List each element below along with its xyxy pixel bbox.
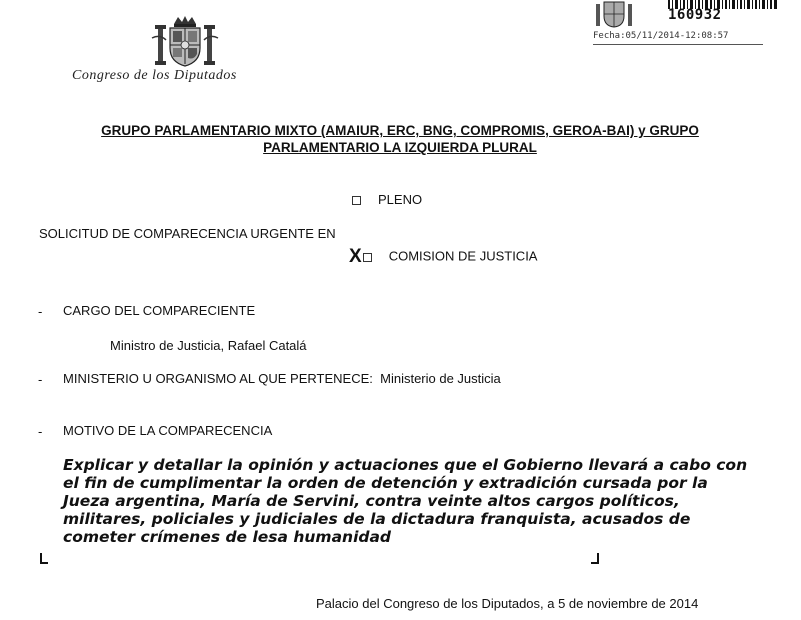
corner-mark-right [591,553,599,564]
request-label: SOLICITUD DE COMPARECENCIA URGENTE EN [39,226,336,241]
cargo-label: CARGO DEL COMPARECIENTE [63,303,256,318]
motivo-text: Explicar y detallar la opinión y actuaciones que el Gobierno llevará a cabo con el fin de cumplimentar la orden de detención y extradición cursada por la Jueza argentina, María de Servini, contra veinte altos cargos políticos, militares, policiales y judiciales de la dictadura franquista, acusados de cometer crímenes de lesa humanidad [63,456,748,546]
stamp-crest-icon [594,0,634,28]
corner-mark-left [40,553,48,564]
selected-mark: X [349,246,362,267]
ministerio-label [63,371,501,386]
comision-checkbox [363,253,372,262]
comision-option [349,246,537,268]
signature-line: Palacio del Congreso de los Diputados, a 5 de noviembre de 2014 [316,596,699,611]
cargo-value: Ministro de Justicia, Rafael Catalá [110,338,307,353]
list-dash: - [38,304,43,319]
pleno-label: PLENO [378,192,423,207]
list-dash: - [38,424,43,439]
stamp-divider [593,44,763,45]
registry-number: 160932 [668,7,722,23]
comision-label: COMISION DE JUSTICIA [388,248,538,264]
pleno-option [352,192,422,207]
ministerio-value: Ministerio de Justicia [380,371,501,386]
coat-of-arms-icon [150,14,220,70]
institution-name: Congreso de los Diputados [72,68,237,83]
pleno-checkbox [352,196,361,205]
registry-date: Fecha:05/11/2014-12:08:57 [593,31,729,41]
title-line-1: GRUPO PARLAMENTARIO MIXTO (AMAIUR, ERC, BNG, COMPROMIS, GEROA-BAI) y GRUPO [101,123,699,138]
motivo-label: MOTIVO DE LA COMPARECENCIA [63,423,273,438]
document-title [40,122,760,156]
ministerio-label-text: MINISTERIO U ORGANISMO AL QUE PERTENECE: [63,371,373,386]
title-line-2: PARLAMENTARIO LA IZQUIERDA PLURAL [263,140,537,155]
list-dash: - [38,372,43,387]
